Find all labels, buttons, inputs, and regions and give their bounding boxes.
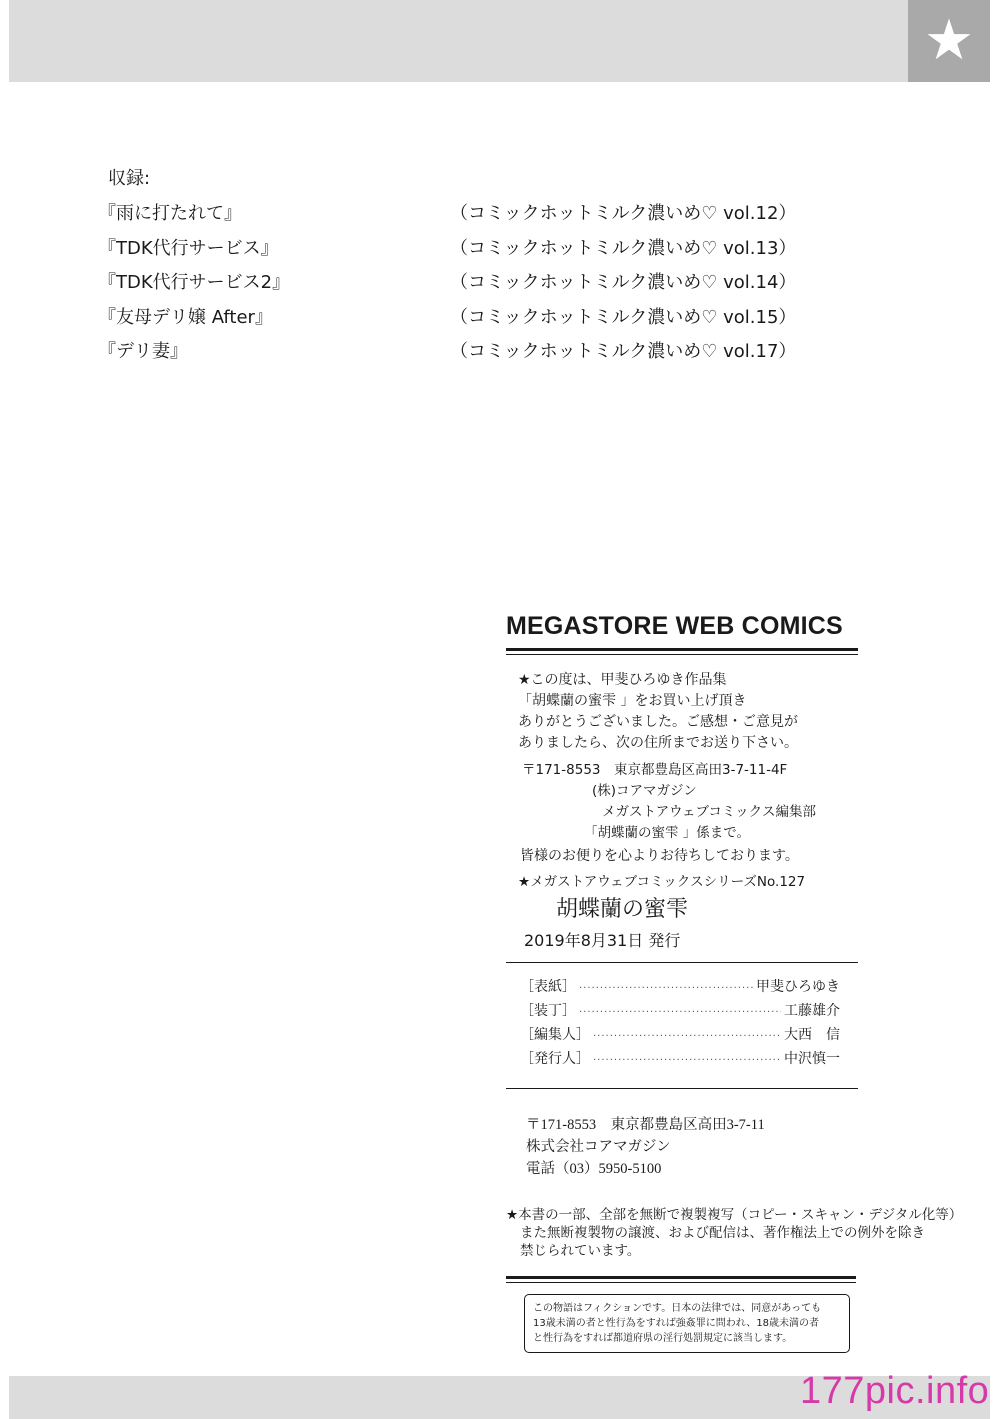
story-title: 『TDK代行サービス2』 xyxy=(98,272,291,293)
credit-row: ［表紙］ ····· 甲斐ひろゆき xyxy=(520,976,840,1000)
divider xyxy=(506,962,858,963)
leader-dots xyxy=(593,1055,781,1066)
corner-badge xyxy=(908,0,990,82)
fiction-notice: この物語はフィクションです。日本の法律では、同意があっても 13歳未満の者と性行為をすれば強姦罪に問われ、18歳未満の者 と性行為をすれば都道府県の淫行処罰規定に該当します。 xyxy=(524,1294,850,1353)
brand-logo: MEGASTORE WEB COMICS xyxy=(506,612,843,640)
credit-row: ［編集人］ ····· 大西 信 xyxy=(520,1024,840,1048)
story-source: （コミックホットミルク濃いめ♡ vol.14） xyxy=(450,272,797,293)
contents-list xyxy=(98,199,798,372)
mail-address: 〒171-8553 東京都豊島区高田3-7-11-4F (株)コアマガジン メガストアウェブコミックス編集部 「胡蝶蘭の蜜雫 」係まで。 xyxy=(522,762,816,841)
divider xyxy=(506,1282,856,1283)
story-source: （コミックホットミルク濃いめ♡ vol.12） xyxy=(450,203,797,224)
credit-row: ［発行人］ ····· 中沢慎一 xyxy=(520,1048,840,1072)
credits xyxy=(520,976,840,1072)
publisher-info: 〒171-8553 東京都豊島区高田3-7-11 株式会社コアマガジン 電話（03）5950-5100 xyxy=(526,1117,765,1177)
closing-text: 皆様のお便りを心よりお待ちしております。 xyxy=(520,848,799,864)
story-source: （コミックホットミルク濃いめ♡ vol.15） xyxy=(450,306,797,328)
contents-title: 収録: xyxy=(108,168,151,189)
reader-message: ★この度は、甲斐ひろゆき作品集 「胡蝶蘭の蜜雫 」をお買い上げ頂き ありがとうございました。ご感想・ご意見が ありましたら、次の住所までお送り下さい。 xyxy=(518,672,798,751)
colophon xyxy=(506,612,963,1352)
publish-date: 2019年8月31日 発行 xyxy=(524,931,681,950)
divider xyxy=(506,654,858,655)
leader-dots xyxy=(593,1031,781,1042)
leader-dots xyxy=(579,1007,781,1018)
story-source: （コミックホットミルク濃いめ♡ vol.13） xyxy=(450,237,797,259)
credit-row: ［装丁］ ····· 工藤雄介 xyxy=(520,1000,840,1024)
story-title: 『TDK代行サービス』 xyxy=(98,237,279,259)
book-title: 胡蝶蘭の蜜雫 xyxy=(556,897,689,922)
divider xyxy=(506,1088,858,1089)
list-item xyxy=(98,199,798,234)
story-source: （コミックホットミルク濃いめ♡ vol.17） xyxy=(450,341,797,362)
top-banner xyxy=(9,0,990,82)
divider xyxy=(506,1276,856,1279)
list-item xyxy=(98,234,798,269)
story-title: 『デリ妻』 xyxy=(98,341,188,362)
list-item xyxy=(98,303,798,338)
star-icon: ★ xyxy=(923,8,975,73)
story-title: 『雨に打たれて』 xyxy=(98,203,242,224)
leader-dots xyxy=(579,983,753,994)
copyright-notice: ★本書の一部、全部を無断で複製複写（コピー・スキャン・デジタル化等） また無断複製物の譲渡、および配信は、著作権法上での例外を除き 禁じられています。 xyxy=(506,1207,963,1259)
story-title: 『友母デリ嬢 After』 xyxy=(98,306,273,328)
series-label: ★メガストアウェブコミックスシリーズNo.127 xyxy=(518,874,806,890)
watermark: 177pic.info xyxy=(800,1370,990,1412)
list-item xyxy=(98,337,798,372)
list-item xyxy=(98,268,798,303)
divider xyxy=(506,648,858,651)
